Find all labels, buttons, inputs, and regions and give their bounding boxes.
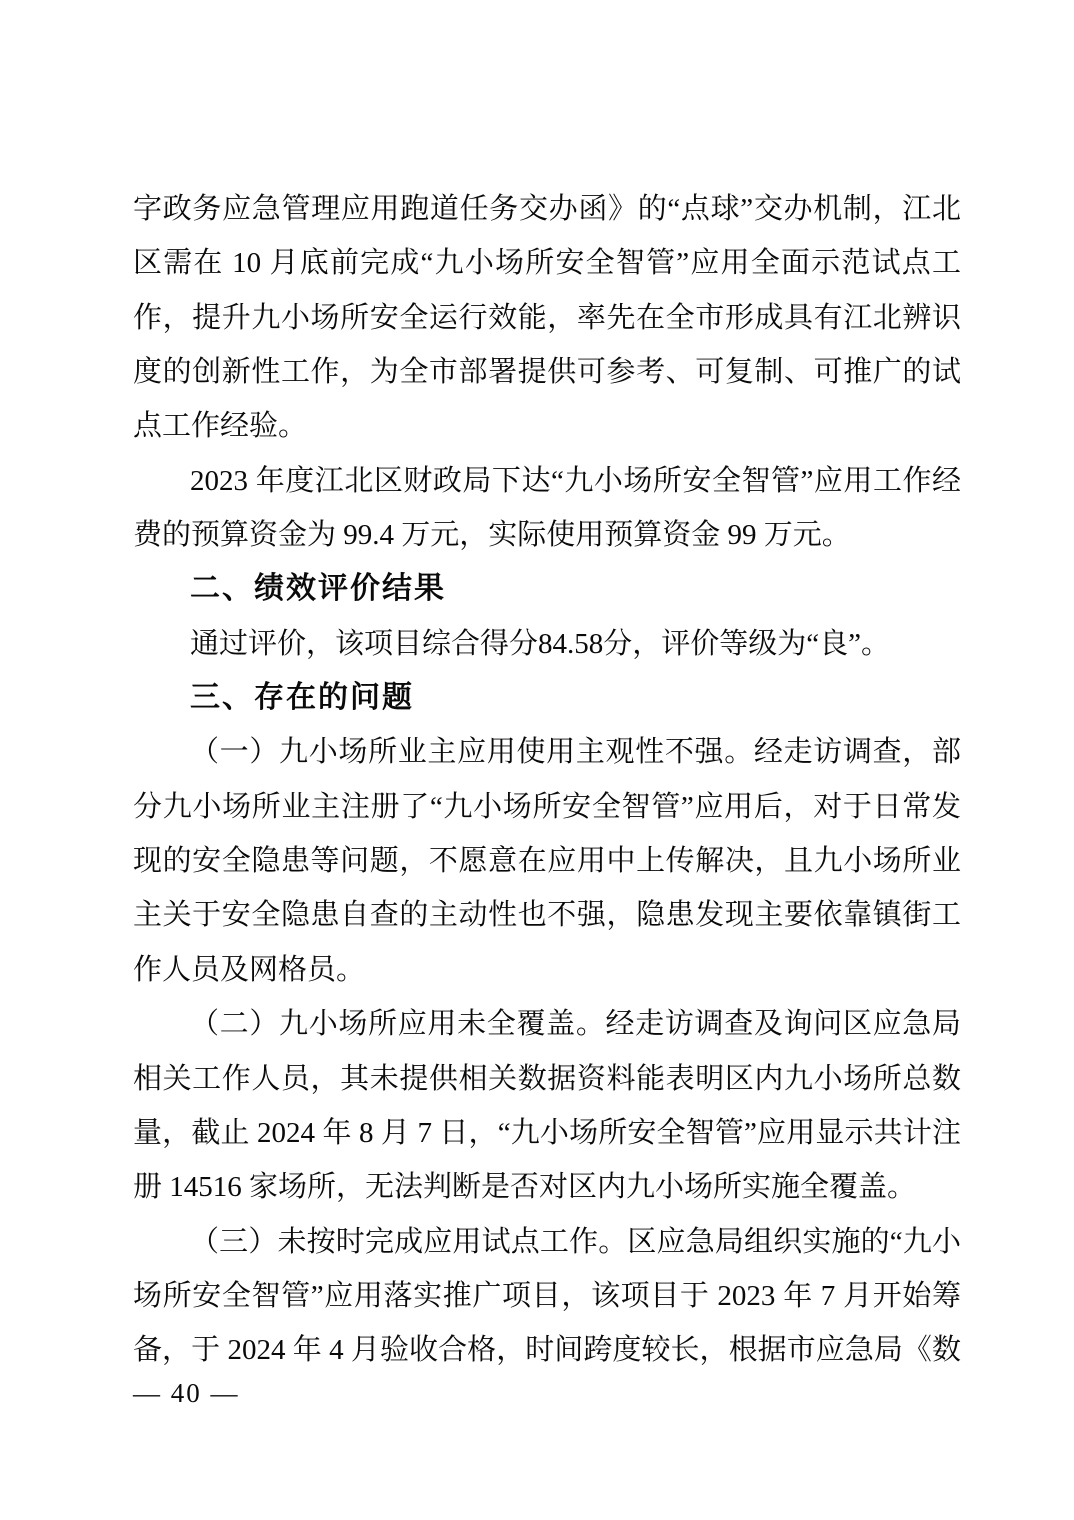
text-line: 主关于安全隐患自查的主动性也不强，隐患发现主要依靠镇街工	[133, 899, 961, 932]
text-line: 费的预算资金为 99.4 万元，实际使用预算资金 99 万元。	[133, 519, 851, 552]
page-number: — 40 —	[133, 1378, 240, 1408]
text-line: 相关工作人员，其未提供相关数据资料能表明区内九小场所总数	[133, 1062, 961, 1095]
text-line: （三）未按时完成应用试点工作。区应急局组织实施的“九小	[190, 1225, 961, 1258]
text-line: 册 14516 家场所，无法判断是否对区内九小场所实施全覆盖。	[133, 1171, 917, 1204]
text-line: （二）九小场所应用未全覆盖。经走访调查及询问区应急局	[190, 1008, 961, 1041]
text-block	[133, 182, 961, 1378]
text-line: 作人员及网格员。	[133, 953, 366, 986]
text-line: 现的安全隐患等问题，不愿意在应用中上传解决，且九小场所业	[133, 845, 961, 878]
text-line: 2023 年度江北区财政局下达“九小场所安全智管”应用工作经	[190, 464, 961, 497]
text-line: 区需在 10 月底前完成“九小场所安全智管”应用全面示范试点工	[133, 247, 961, 280]
text-line: 字政务应急管理应用跑道任务交办函》的“点球”交办机制，江北	[133, 193, 961, 225]
text-line: 分九小场所业主注册了“九小场所安全智管”应用后，对于日常发	[133, 790, 961, 823]
text-line: 作，提升九小场所安全运行效能，率先在全市形成具有江北辨识	[133, 301, 961, 334]
text-line: 量，截止 2024 年 8 月 7 日，“九小场所安全智管”应用显示共计注	[133, 1116, 961, 1149]
text-line: 备，于 2024 年 4 月验收合格，时间跨度较长，根据市应急局《数	[133, 1334, 961, 1367]
text-line: 点工作经验。	[133, 410, 308, 443]
text-line: （一）九小场所业主应用使用主观性不强。经走访调查，部	[190, 736, 961, 769]
text-line: 通过评价，该项目综合得分84.58分，评价等级为“良”。	[190, 627, 890, 660]
section-heading: 二、绩效评价结果	[190, 572, 446, 606]
text-line: 度的创新性工作，为全市部署提供可参考、可复制、可推广的试	[133, 356, 961, 389]
text-line: 场所安全智管”应用落实推广项目，该项目于 2023 年 7 月开始筹	[133, 1279, 961, 1312]
section-heading: 三、存在的问题	[190, 681, 414, 715]
